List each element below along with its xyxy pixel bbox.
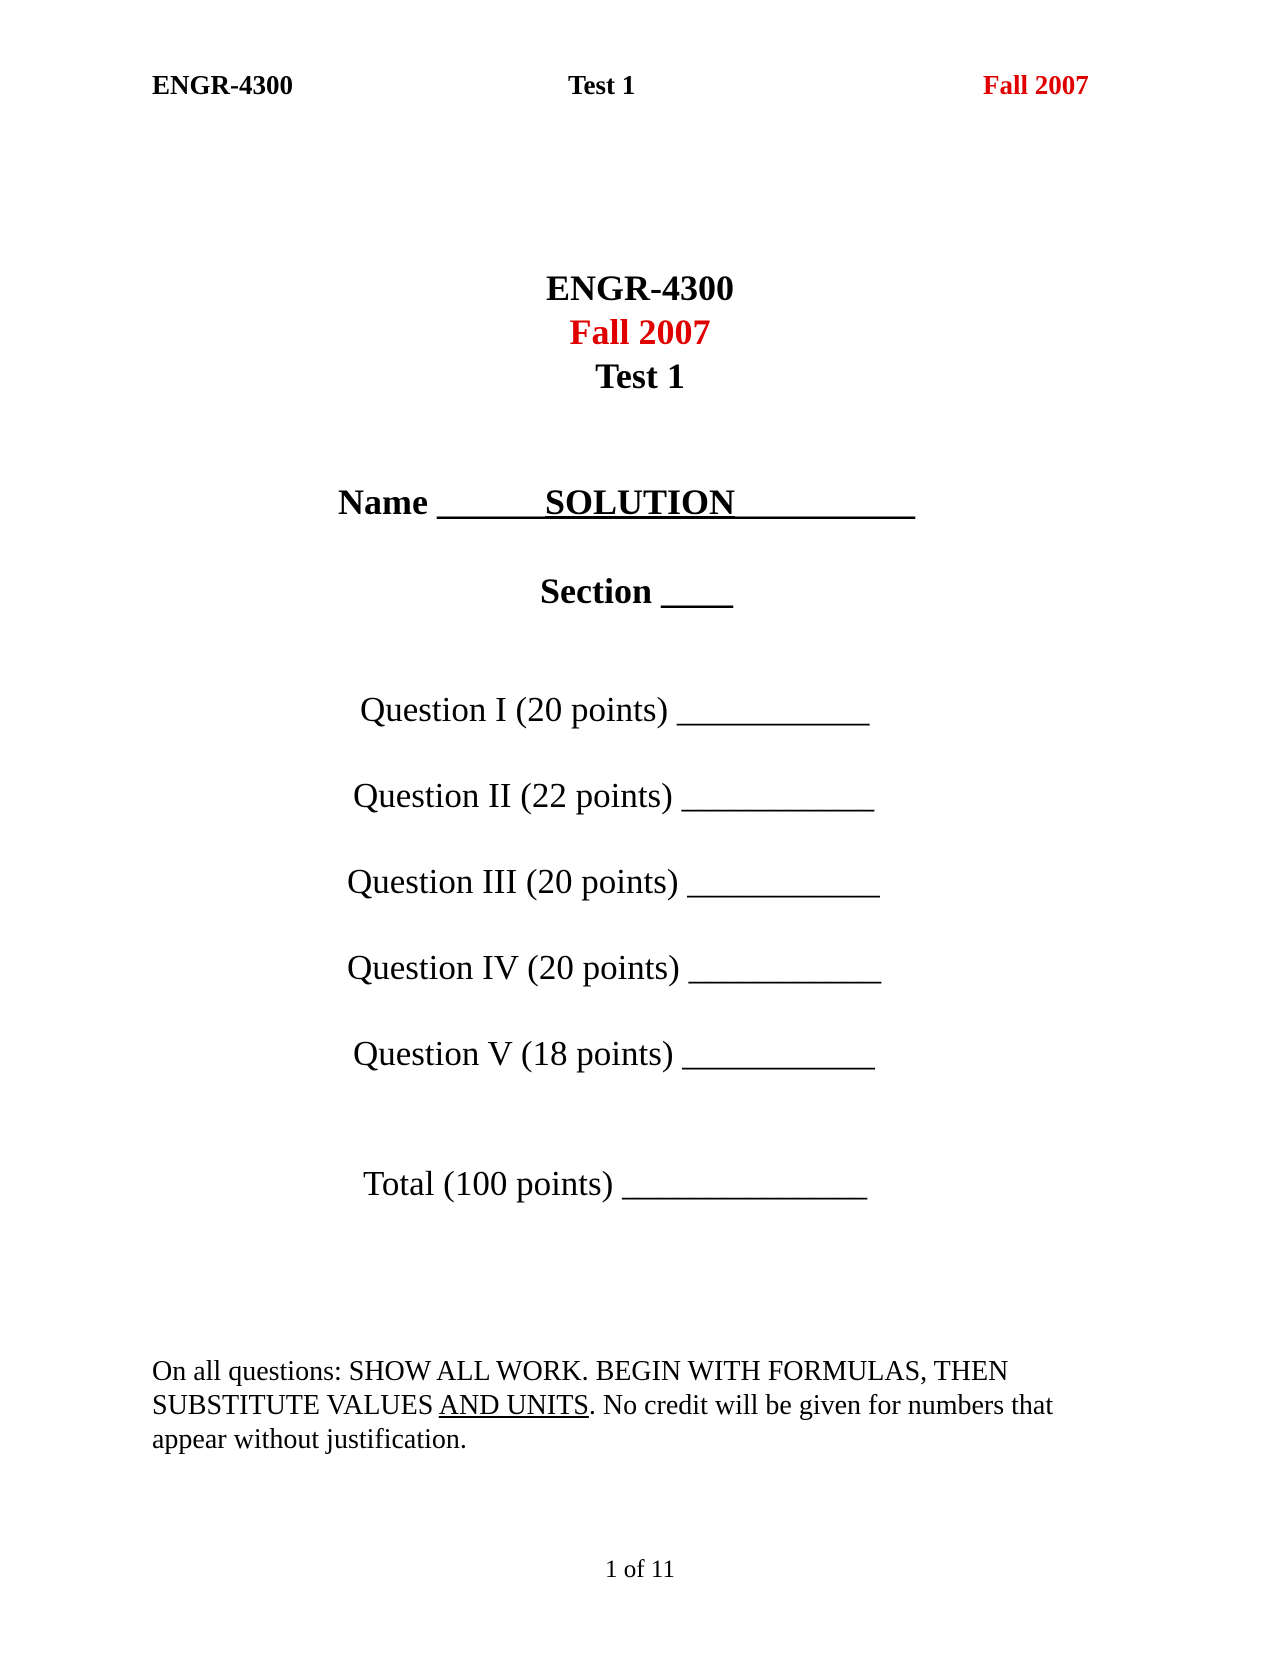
title-term: Fall 2007 (569, 312, 711, 352)
total-label: Total (100 points) (363, 1164, 614, 1203)
question-3-label: Question III (20 points) (347, 862, 679, 901)
name-leading-blank: ______ (436, 482, 545, 522)
header-test: Test 1 (568, 70, 636, 100)
question-5-blank: ___________ (682, 1034, 875, 1073)
instructions-part2: . No credit will be given for numbers that appear without justification. (152, 1390, 1054, 1455)
question-2-label: Question II (22 points) (353, 776, 673, 815)
question-5 (353, 1036, 875, 1071)
instructions-underlined: AND UNITS (438, 1390, 589, 1421)
title-course: ENGR-4300 (546, 268, 734, 308)
question-2 (353, 778, 874, 813)
question-4-label: Question IV (20 points) (347, 948, 680, 987)
total-field (363, 1166, 867, 1201)
title-block (0, 266, 1280, 398)
question-4 (347, 950, 881, 985)
title-test: Test 1 (595, 356, 685, 396)
question-3 (347, 864, 880, 899)
question-4-blank: ___________ (688, 948, 882, 987)
name-field (338, 484, 915, 520)
page-number: 1 of 11 (605, 1556, 675, 1583)
name-label: Name (338, 482, 428, 522)
question-2-blank: ___________ (681, 776, 875, 815)
section-blank: ____ (661, 571, 733, 611)
instructions (152, 1355, 1112, 1457)
instructions-part1: On all questions: SHOW ALL WORK. BEGIN WITH FORMULAS, THEN SUBSTITUTE VALUES (152, 1356, 1009, 1421)
name-value: SOLUTION (544, 482, 736, 522)
question-5-label: Question V (18 points) (353, 1034, 674, 1073)
total-blank: ______________ (622, 1164, 868, 1203)
header-term: Fall 2007 (983, 70, 1089, 100)
name-trailing-blank: __________ (735, 482, 916, 522)
question-1 (360, 692, 869, 727)
section-label: Section (540, 571, 652, 611)
section-field (540, 573, 733, 609)
header-course: ENGR-4300 (152, 70, 293, 100)
question-1-blank: ___________ (676, 690, 870, 729)
question-1-label: Question I (20 points) (360, 690, 669, 729)
question-3-blank: ___________ (687, 862, 880, 901)
